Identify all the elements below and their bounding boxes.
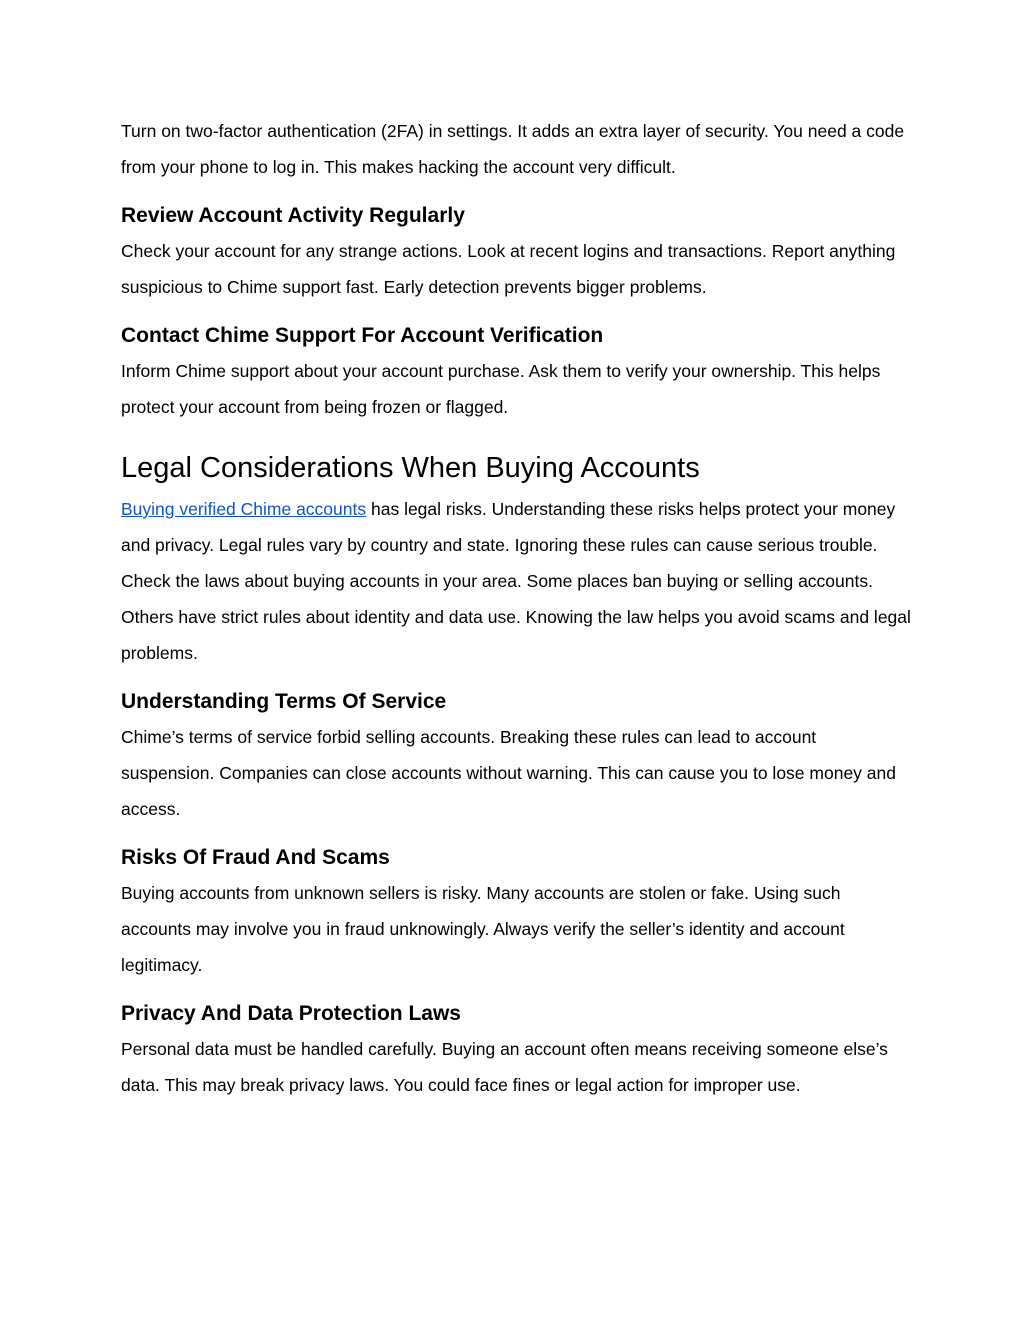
paragraph-contact-support: Inform Chime support about your account purchase. Ask them to verify your ownership. This helps protect your account from being frozen or flagged.: [121, 361, 881, 417]
paragraph-legal-2: Check the laws about buying accounts in your area. Some places ban buying or selling accounts. Others have strict rules about identity and data use. Knowing the law helps you avoid scams and legal problems.: [121, 571, 911, 663]
buying-chime-link[interactable]: Buying verified Chime accounts: [121, 499, 367, 519]
heading-fraud-scams: Risks Of Fraud And Scams: [121, 846, 390, 869]
heading-review-activity: Review Account Activity Regularly: [121, 204, 465, 227]
heading-contact-support: Contact Chime Support For Account Verification: [121, 324, 604, 347]
heading-privacy-laws: Privacy And Data Protection Laws: [121, 1002, 461, 1025]
legal-1-text: has legal risks. Understanding these risks helps protect your money and privacy. Legal rules vary by country and state. Ignoring these rules can cause serious trouble.: [121, 499, 896, 555]
intro-paragraph: Turn on two-factor authentication (2FA) in settings. It adds an extra layer of security. You need a code from your phone to log in. This makes hacking the account very difficult.: [121, 121, 905, 177]
paragraph-fraud-scams: Buying accounts from unknown sellers is risky. Many accounts are stolen or fake. Using such accounts may involve you in fraud unknowingly. Always verify the seller’s identity and account legitimacy.: [121, 883, 845, 975]
paragraph-privacy-laws: Personal data must be handled carefully. Buying an account often means receiving someone else’s data. This may break privacy laws. You could face fines or legal action for improper use.: [121, 1039, 888, 1095]
paragraph-terms-of-service: Chime’s terms of service forbid selling accounts. Breaking these rules can lead to account suspension. Companies can close accounts without warning. This can cause you to lose money and access.: [121, 727, 896, 819]
document-content: [121, 113, 911, 1103]
paragraph-legal-1: [121, 491, 911, 563]
heading-terms-of-service: Understanding Terms Of Service: [121, 690, 447, 713]
heading-legal-considerations: Legal Considerations When Buying Accounts: [121, 452, 700, 484]
paragraph-review-activity: Check your account for any strange actions. Look at recent logins and transactions. Report anything suspicious to Chime support fast. Early detection prevents bigger problems.: [121, 241, 896, 297]
